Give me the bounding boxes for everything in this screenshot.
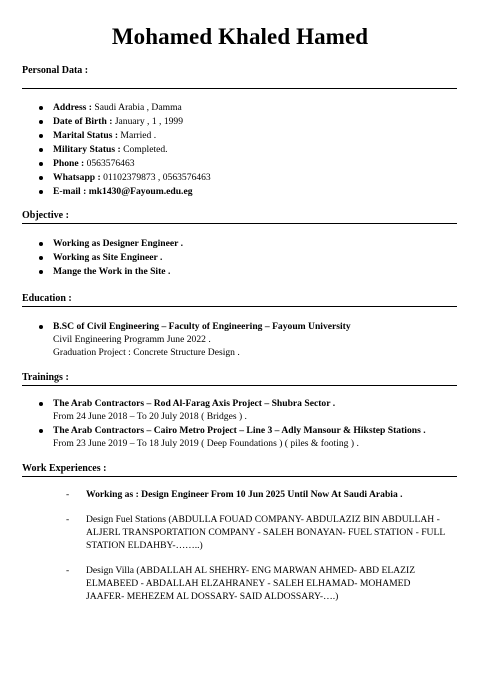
bullet-icon xyxy=(39,190,43,194)
section-rule xyxy=(22,385,457,386)
bullet-icon xyxy=(39,120,43,124)
bullet-icon xyxy=(39,176,43,180)
dash-marker: - xyxy=(66,514,70,525)
work-list xyxy=(66,488,446,603)
applicant-name: Mohamed Khaled Hamed xyxy=(111,24,369,49)
training-detail: From 23 June 2019 – To 18 July 2019 ( Deep Foundations ) ( piles & footing ) . xyxy=(53,438,359,449)
section-title-personal: Personal Data : xyxy=(22,65,89,76)
list-item-work: - Working as : Design Engineer From 10 Jun 2025 Until Now At Saudi Arabia . xyxy=(66,489,403,500)
dash-marker: - xyxy=(66,489,70,500)
bullet-icon xyxy=(39,242,43,246)
bullet-icon xyxy=(39,256,43,260)
section-rule xyxy=(22,306,457,307)
bullet-icon xyxy=(39,402,43,406)
list-item: Mange the Work in the Site . xyxy=(39,265,183,279)
personal-data-list xyxy=(39,101,211,199)
section-rule xyxy=(22,476,457,477)
section-rule xyxy=(22,88,457,89)
dash-marker: - xyxy=(66,565,70,576)
bullet-icon xyxy=(39,325,43,329)
section-title-work: Work Experiences : xyxy=(22,463,107,474)
bullet-icon xyxy=(39,106,43,110)
education-project: Graduation Project : Concrete Structure Design . xyxy=(53,347,240,358)
list-item: Working as Site Engineer . xyxy=(39,251,183,265)
section-title-trainings: Trainings : xyxy=(22,372,69,383)
list-item-military: Military Status : Completed. xyxy=(39,143,211,157)
list-item-birth: Date of Birth : January , 1 , 1999 xyxy=(39,115,211,129)
section-title-objective: Objective : xyxy=(22,210,69,221)
section-rule xyxy=(22,223,457,224)
list-item-phone: Phone : 0563576463 xyxy=(39,157,211,171)
list-item-work: - Design Villa (ABDALLAH AL SHEHRY- ENG MARWAN AHMED- ABD ELAZIZ ELMABEED - ABDALLAH ELZAHRANEY - SALEH ELHAMAD- MOHAMED JAAFER- MEHEZEM AL DOSSARY- SAID ALDOSSARY-….) xyxy=(66,565,416,602)
bullet-icon xyxy=(39,148,43,152)
list-item-degree: B.SC of Civil Engineering – Faculty of Engineering – Fayoum University Civil Engineering Programm June 2022 . Graduation Project : Concrete Structure Design . xyxy=(39,320,351,359)
trainings-list xyxy=(39,397,426,450)
education-list xyxy=(39,320,351,359)
bullet-icon xyxy=(39,270,43,274)
section-title-education: Education : xyxy=(22,293,72,304)
list-item-whatsapp: Whatsapp : 01102379873 , 0563576463 xyxy=(39,171,211,185)
training-detail: From 24 June 2018 – To 20 July 2018 ( Bridges ) . xyxy=(53,411,247,422)
bullet-icon xyxy=(39,429,43,433)
list-item-training: The Arab Contractors – Rod Al-Farag Axis Project – Shubra Sector . From 24 June 2018 – To 20 July 2018 ( Bridges ) . xyxy=(39,397,426,423)
list-item-work: - Design Fuel Stations (ABDULLA FOUAD COMPANY- ABDULAZIZ BIN ABDULLAH - ALJERL TRANSPORTATION COMPANY - SALEH BONAYAN- FUEL STATION - FULL STATION ELDAHBY-……..) xyxy=(66,514,445,551)
list-item-email: E-mail : mk1430@Fayoum.edu.eg xyxy=(39,185,211,199)
education-program: Civil Engineering Programm June 2022 . xyxy=(53,334,211,345)
bullet-icon xyxy=(39,134,43,138)
bullet-icon xyxy=(39,162,43,166)
list-item-address: Address : Saudi Arabia , Damma xyxy=(39,101,211,115)
list-item-training: The Arab Contractors – Cairo Metro Project – Line 3 – Adly Mansour & Hikstep Stations . From 23 June 2019 – To 18 July 2019 ( Deep Foundations ) ( piles & footing ) . xyxy=(39,424,426,450)
list-item: Working as Designer Engineer . xyxy=(39,237,183,251)
objective-list xyxy=(39,237,183,279)
list-item-marital: Marital Status : Married . xyxy=(39,129,211,143)
